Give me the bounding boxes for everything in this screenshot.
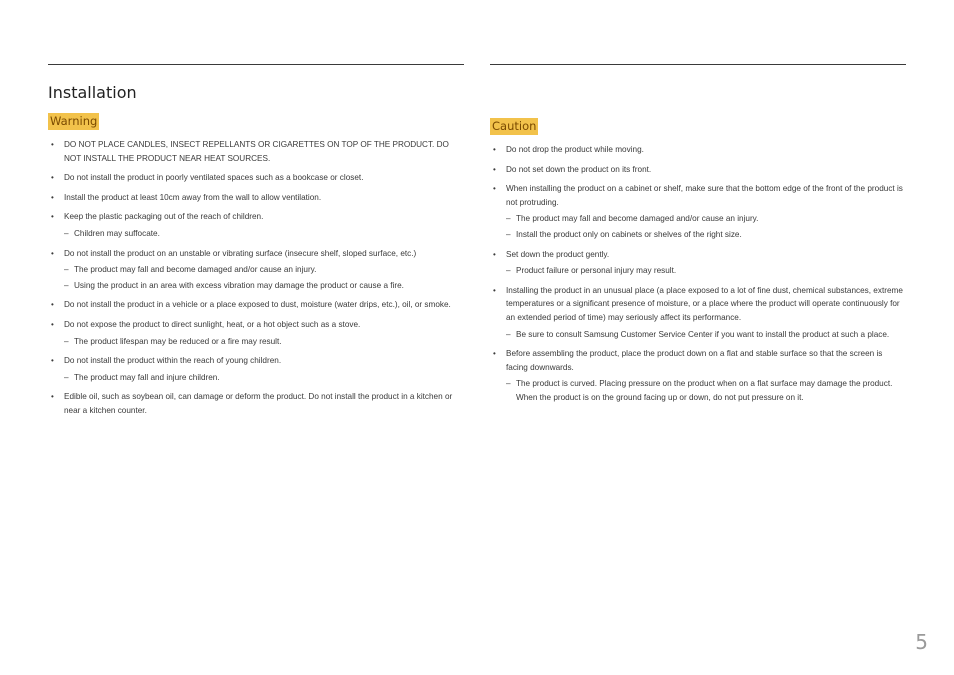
warning-subitem-list bbox=[64, 227, 464, 241]
caution-list bbox=[490, 143, 906, 405]
caution-subitem-text: The product may fall and become damaged and/or cause an injury. bbox=[516, 214, 759, 224]
warning-subitem-text: The product may fall and injure children. bbox=[74, 372, 220, 382]
caution-item-text: Do not drop the product while moving. bbox=[506, 145, 644, 154]
caution-item bbox=[490, 143, 906, 157]
caution-item-text: Installing the product in an unusual place (a place exposed to a lot of fine dust, chemical substances, extreme temperatures or a significant presence of moisture, or a place where the product will operate continuously for an extended period of time) may seriously affect its performance. bbox=[506, 285, 903, 322]
warning-item bbox=[48, 354, 464, 384]
bullet-icon: • bbox=[51, 140, 54, 149]
dash-icon: – bbox=[506, 214, 511, 224]
warning-item bbox=[48, 191, 464, 205]
bullet-icon: • bbox=[51, 300, 54, 310]
warning-item bbox=[48, 318, 464, 348]
section-title: Installation bbox=[48, 83, 137, 102]
caution-item bbox=[490, 182, 906, 241]
dash-icon: – bbox=[506, 379, 511, 389]
caution-item-text: Before assembling the product, place the product down on a flat and stable surface so that the screen is facing downwards. bbox=[506, 349, 883, 372]
caution-item bbox=[490, 248, 906, 278]
warning-subitem bbox=[64, 371, 464, 385]
warning-item-text: Do not install the product in poorly ventilated spaces such as a bookcase or closet. bbox=[64, 173, 364, 183]
warning-subitem bbox=[64, 227, 464, 241]
warning-item-text: Do not install the product on an unstable or vibrating surface (insecure shelf, sloped surface, etc.) bbox=[64, 248, 417, 258]
warning-item-text: Do not expose the product to direct sunlight, heat, or a hot object such as a stove. bbox=[64, 319, 361, 329]
caution-subitem bbox=[506, 328, 906, 342]
warning-item bbox=[48, 247, 464, 293]
warning-item bbox=[48, 390, 464, 417]
caution-subitem-list bbox=[506, 264, 906, 278]
bullet-icon: • bbox=[493, 184, 496, 194]
warning-item-text: Edible oil, such as soybean oil, can damage or deform the product. Do not install the product in a kitchen or near a kitchen counter. bbox=[64, 392, 453, 415]
bullet-icon: • bbox=[51, 392, 54, 402]
warning-item bbox=[48, 210, 464, 240]
caution-item bbox=[490, 163, 906, 177]
dash-icon: – bbox=[64, 280, 69, 290]
bullet-icon: • bbox=[51, 192, 54, 202]
warning-subitem bbox=[64, 335, 464, 349]
caution-subitem-text: Install the product only on cabinets or shelves of the right size. bbox=[516, 229, 742, 239]
caution-item-text: Do not set down the product on its front. bbox=[506, 164, 652, 174]
bullet-icon: • bbox=[493, 145, 496, 154]
dash-icon: – bbox=[506, 329, 511, 339]
warning-subitem bbox=[64, 279, 464, 293]
dash-icon: – bbox=[64, 228, 69, 238]
bullet-icon: • bbox=[493, 164, 496, 174]
bullet-icon: • bbox=[51, 356, 54, 366]
caution-subitem-text: Be sure to consult Samsung Customer Service Center if you want to install the product at such a place. bbox=[516, 329, 890, 339]
caution-item-text: When installing the product on a cabinet or shelf, make sure that the bottom edge of the front of the product is not protruding. bbox=[506, 184, 903, 207]
warning-subitem-text: Using the product in an area with excess vibration may damage the product or cause a fire. bbox=[74, 280, 404, 290]
bullet-icon: • bbox=[51, 173, 54, 183]
left-column bbox=[48, 64, 464, 424]
caution-item-text: Set down the product gently. bbox=[506, 249, 610, 259]
bullet-icon: • bbox=[51, 248, 54, 258]
caution-subitem bbox=[506, 264, 906, 278]
warning-item-text: Do not install the product within the reach of young children. bbox=[64, 356, 282, 366]
warning-item bbox=[48, 171, 464, 185]
warning-item bbox=[48, 138, 464, 165]
warning-subitem-text: The product lifespan may be reduced or a fire may result. bbox=[74, 336, 282, 346]
bullet-icon: • bbox=[493, 249, 496, 259]
caution-subitem bbox=[506, 212, 906, 226]
right-column bbox=[490, 64, 906, 411]
caution-subitem-text: The product is curved. Placing pressure on the product when on a flat surface may damage the product. When the product is on the ground facing up or down, do not put pressure on it. bbox=[516, 379, 893, 402]
bullet-icon: • bbox=[51, 319, 54, 329]
bullet-icon: • bbox=[51, 212, 54, 222]
dash-icon: – bbox=[64, 265, 69, 275]
warning-subitem-text: The product may fall and become damaged and/or cause an injury. bbox=[74, 265, 317, 275]
dash-icon: – bbox=[506, 229, 511, 239]
warning-subitem bbox=[64, 263, 464, 277]
caution-item bbox=[490, 284, 906, 341]
warning-item-text: Install the product at least 10cm away from the wall to allow ventilation. bbox=[64, 192, 322, 202]
warning-list bbox=[48, 138, 464, 418]
warning-item bbox=[48, 298, 464, 312]
warning-subitem-text: Children may suffocate. bbox=[74, 228, 160, 238]
caution-subitem-text: Product failure or personal injury may result. bbox=[516, 266, 677, 276]
caution-subitem-list bbox=[506, 212, 906, 241]
caution-subitem bbox=[506, 377, 906, 404]
dash-icon: – bbox=[506, 266, 511, 276]
warning-item-text: DO NOT PLACE CANDLES, INSECT REPELLANTS OR CIGARETTES ON TOP OF THE PRODUCT. DO NOT INSTALL THE PRODUCT NEAR HEAT SOURCES. bbox=[64, 140, 449, 163]
caution-item bbox=[490, 347, 906, 404]
warning-subitem-list bbox=[64, 263, 464, 292]
page-number: 5 bbox=[915, 630, 928, 654]
warning-subitem-list bbox=[64, 335, 464, 349]
warning-badge: Warning bbox=[50, 114, 98, 128]
caution-subitem-list bbox=[506, 328, 906, 342]
warning-item-text: Keep the plastic packaging out of the reach of children. bbox=[64, 212, 264, 222]
bullet-icon: • bbox=[493, 349, 496, 359]
dash-icon: – bbox=[64, 336, 69, 346]
caution-subitem bbox=[506, 228, 906, 242]
caution-badge: Caution bbox=[492, 119, 537, 133]
warning-item-text: Do not install the product in a vehicle or a place exposed to dust, moisture (water drips, etc.), oil, or smoke. bbox=[64, 300, 451, 310]
dash-icon: – bbox=[64, 372, 69, 382]
bullet-icon: • bbox=[493, 285, 496, 295]
caution-subitem-list bbox=[506, 377, 906, 404]
warning-subitem-list bbox=[64, 371, 464, 385]
